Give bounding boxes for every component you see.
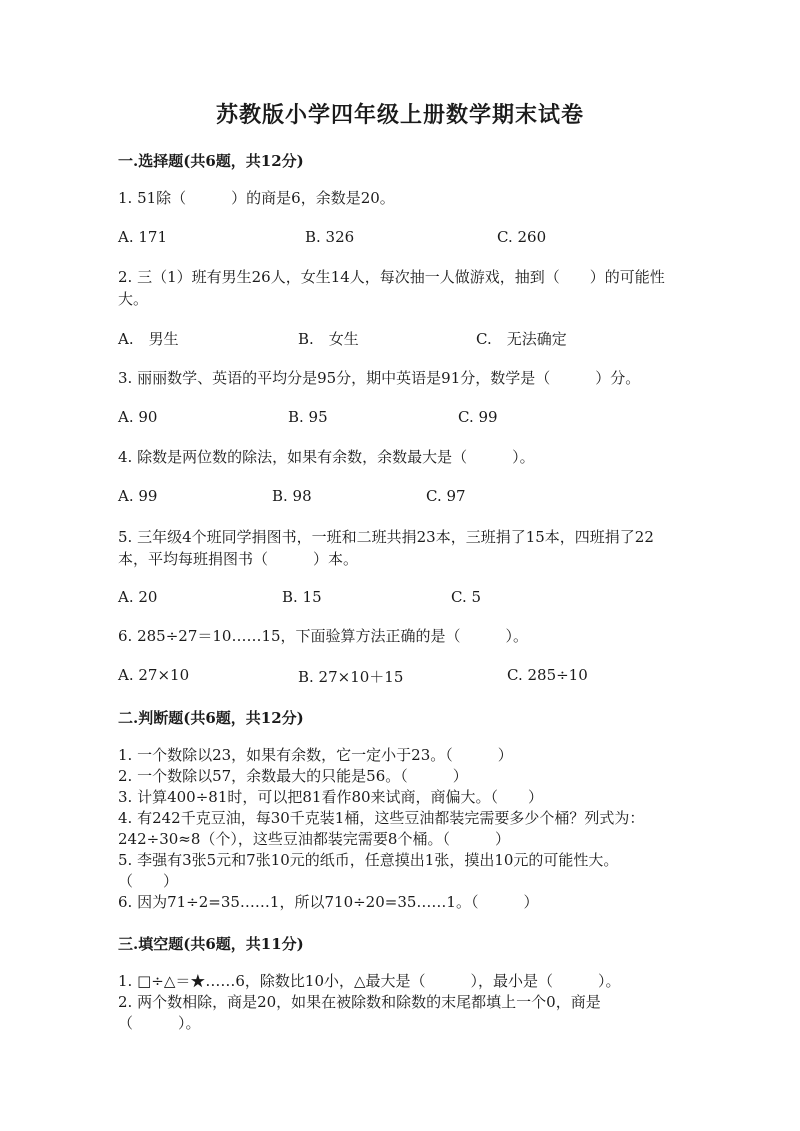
question-4-option-c: C. 97 (426, 487, 466, 505)
judgement-item: 4. 有242千克豆油，每30千克装1桶，这些豆油都装完需要多少个桶？列式为：242÷30≈8（个），这些豆油都装完需要8个桶。（ ） (118, 809, 645, 848)
judgement-item: 5. 李强有3张5元和7张10元的纸币，任意摸出1张，摸出10元的可能性大。 （ ） (118, 851, 641, 890)
question-3-option-a: A. 90 (118, 408, 158, 426)
question-2-option-c: C. 无法确定 (476, 330, 567, 348)
question-1: 1. 51除（ ）的商是6，余数是20。 (118, 189, 395, 207)
question-4: 4. 除数是两位数的除法，如果有余数，余数最大是（ ）。 (118, 448, 535, 466)
question-5: 5. 三年级4个班同学捐图书，一班和二班共捐23本，三班捐了15本，四班捐了22本，平均每班捐图书（ ）本。 (118, 528, 654, 568)
question-5-option-a: A. 20 (118, 588, 158, 606)
section-heading-judgement: 二.判断题(共6题，共12分) (118, 709, 304, 727)
question-5-option-b: B. 15 (282, 588, 322, 606)
page-title: 苏教版小学四年级上册数学期末试卷 (215, 102, 584, 128)
question-1-option-a: A. 171 (118, 228, 167, 246)
fill-in-item: 1. □÷△＝★……6，除数比10小，△最大是（ ），最小是（ ）。 (118, 972, 621, 990)
question-1-option-c: C. 260 (497, 228, 547, 246)
question-2-option-b: B. 女生 (298, 330, 359, 348)
question-5-option-c: C. 5 (451, 588, 482, 606)
question-3: 3. 丽丽数学、英语的平均分是95分，期中英语是91分，数学是（ ）分。 (118, 369, 641, 387)
judgement-item: 2. 一个数除以57，余数最大的只能是56。（ ） (118, 767, 468, 785)
question-6: 6. 285÷27＝10……15，下面验算方法正确的是（ ）。 (118, 627, 529, 645)
section-heading-fill-in: 三.填空题(共6题，共11分) (118, 935, 304, 953)
question-6-option-b: B. 27×10＋15 (298, 668, 404, 686)
question-2: 2. 三（1）班有男生26人，女生14人，每次抽一人做游戏，抽到（ ）的可能性大。 (118, 268, 665, 308)
section-heading-choice: 一.选择题(共6题，共12分) (118, 152, 304, 170)
question-3-option-c: C. 99 (458, 408, 498, 426)
question-4-option-b: B. 98 (272, 487, 312, 505)
judgement-item: 1. 一个数除以23，如果有余数，它一定小于23。（ ） (118, 746, 513, 764)
question-2-option-a: A. 男生 (118, 330, 179, 348)
question-3-option-b: B. 95 (288, 408, 328, 426)
judgement-item: 6. 因为71÷2=35……1，所以710÷20=35……1。（ ） (118, 893, 539, 911)
question-6-option-c: C. 285÷10 (507, 666, 588, 684)
judgement-item: 3. 计算400÷81时，可以把81看作80来试商，商偏大。（ ） (118, 788, 544, 806)
question-4-option-a: A. 99 (118, 487, 158, 505)
fill-in-item: 2. 两个数相除，商是20，如果在被除数和除数的末尾都填上一个0，商是（ ）。 (118, 993, 601, 1032)
question-6-option-a: A. 27×10 (118, 666, 190, 684)
question-1-option-b: B. 326 (305, 228, 355, 246)
